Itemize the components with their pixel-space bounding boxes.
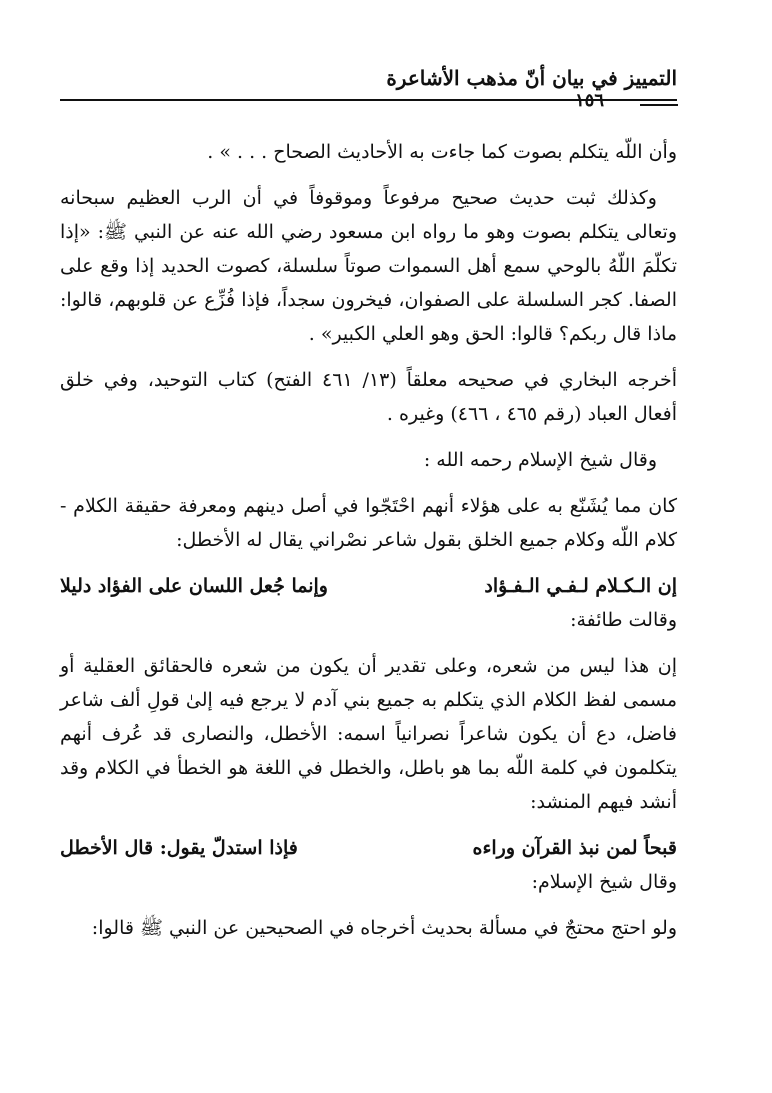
page-number: ١٥٦ (575, 90, 605, 111)
paragraph-7: إن هذا ليس من شعره، وعلى تقدير أن يكون من شعره فالحقائق العقلية أو مسمى لفظ الكلام الذي يتكلم به جميع بني آدم لا يرجع فيه إلىٰ قولِ ألف شاعر فاضل، دع أن يكون شاعراً نصرانياً اسمه: الأخطل، والنصارى قد عُرف أنهم يتكلمون في كلمة اللّه بما هو باطل، والخطل في اللغة هو الخطأ في الكلام وقد أنشد فيهم المنشد: (60, 655, 677, 813)
paragraph-4: وقال شيخ الإسلام رحمه الله : (423, 449, 657, 471)
running-title: التمييز في بيان أنّ مذهب الأشاعرة (386, 66, 677, 90)
page-body (60, 135, 677, 957)
verse-1-second-hemistich: وإنما جُعل اللسان على الفؤاد دليلا (60, 575, 328, 597)
paragraph-2: وكذلك ثبت حديث صحيح مرفوعاً وموقوفاً في أن الرب العظيم سبحانه وتعالى يتكلم بصوت وهو ما رواه ابن مسعود رضي الله عنه عن النبي ﷺ: «إذا تكلّمَ اللّهُ بالوحي سمع أهل السموات صوتاً سلسلة، كصوت الحديد إذا وقع على الصفا. كجر السلسلة على الصفوان، فيخرون سجداً، فإذا فُزِّع عن قلوبهم، قالوا: ماذا قال ربكم؟ قالوا: الحق وهو العلي الكبير» . (60, 187, 677, 345)
verse-1 (60, 569, 677, 603)
page-number-rule (640, 104, 678, 106)
verse-1-first-hemistich: إن الـكـلام لـفـي الـفـؤاد (484, 575, 677, 597)
paragraph-3: أخرجه البخاري في صحيحه معلقاً (١٣/ ٤٦١ الفتح) كتاب التوحيد، وفي خلق أفعال العباد (رقم ٤٦٥ ، ٤٦٦) وغيره . (60, 369, 677, 425)
paragraph-1: وأن اللّه يتكلم بصوت كما جاءت به الأحاديث الصحاح . . . » . (207, 141, 677, 163)
paragraph-5: كان مما يُشَنّع به على هؤلاء أنهم احْتَجّوا في أصل دينهم ومعرفة حقيقة الكلام - كلام اللّه وكلام جميع الخلق بقول شاعر نصْراني يقال له الأخطل: (60, 495, 677, 551)
paragraph-9: ولو احتج محتجٌ في مسألة بحديث أخرجاه في الصحيحين عن النبي ﷺ قالوا: (91, 917, 677, 939)
verse-2-second-hemistich: فإذا استدلّ يقول: قال الأخطل (60, 837, 298, 859)
paragraph-6: وقالت طائفة: (570, 609, 677, 631)
verse-2-first-hemistich: قبحاً لمن نبذ القرآن وراءه (472, 837, 677, 859)
verse-2 (60, 831, 677, 865)
paragraph-8: وقال شيخ الإسلام: (531, 871, 677, 893)
